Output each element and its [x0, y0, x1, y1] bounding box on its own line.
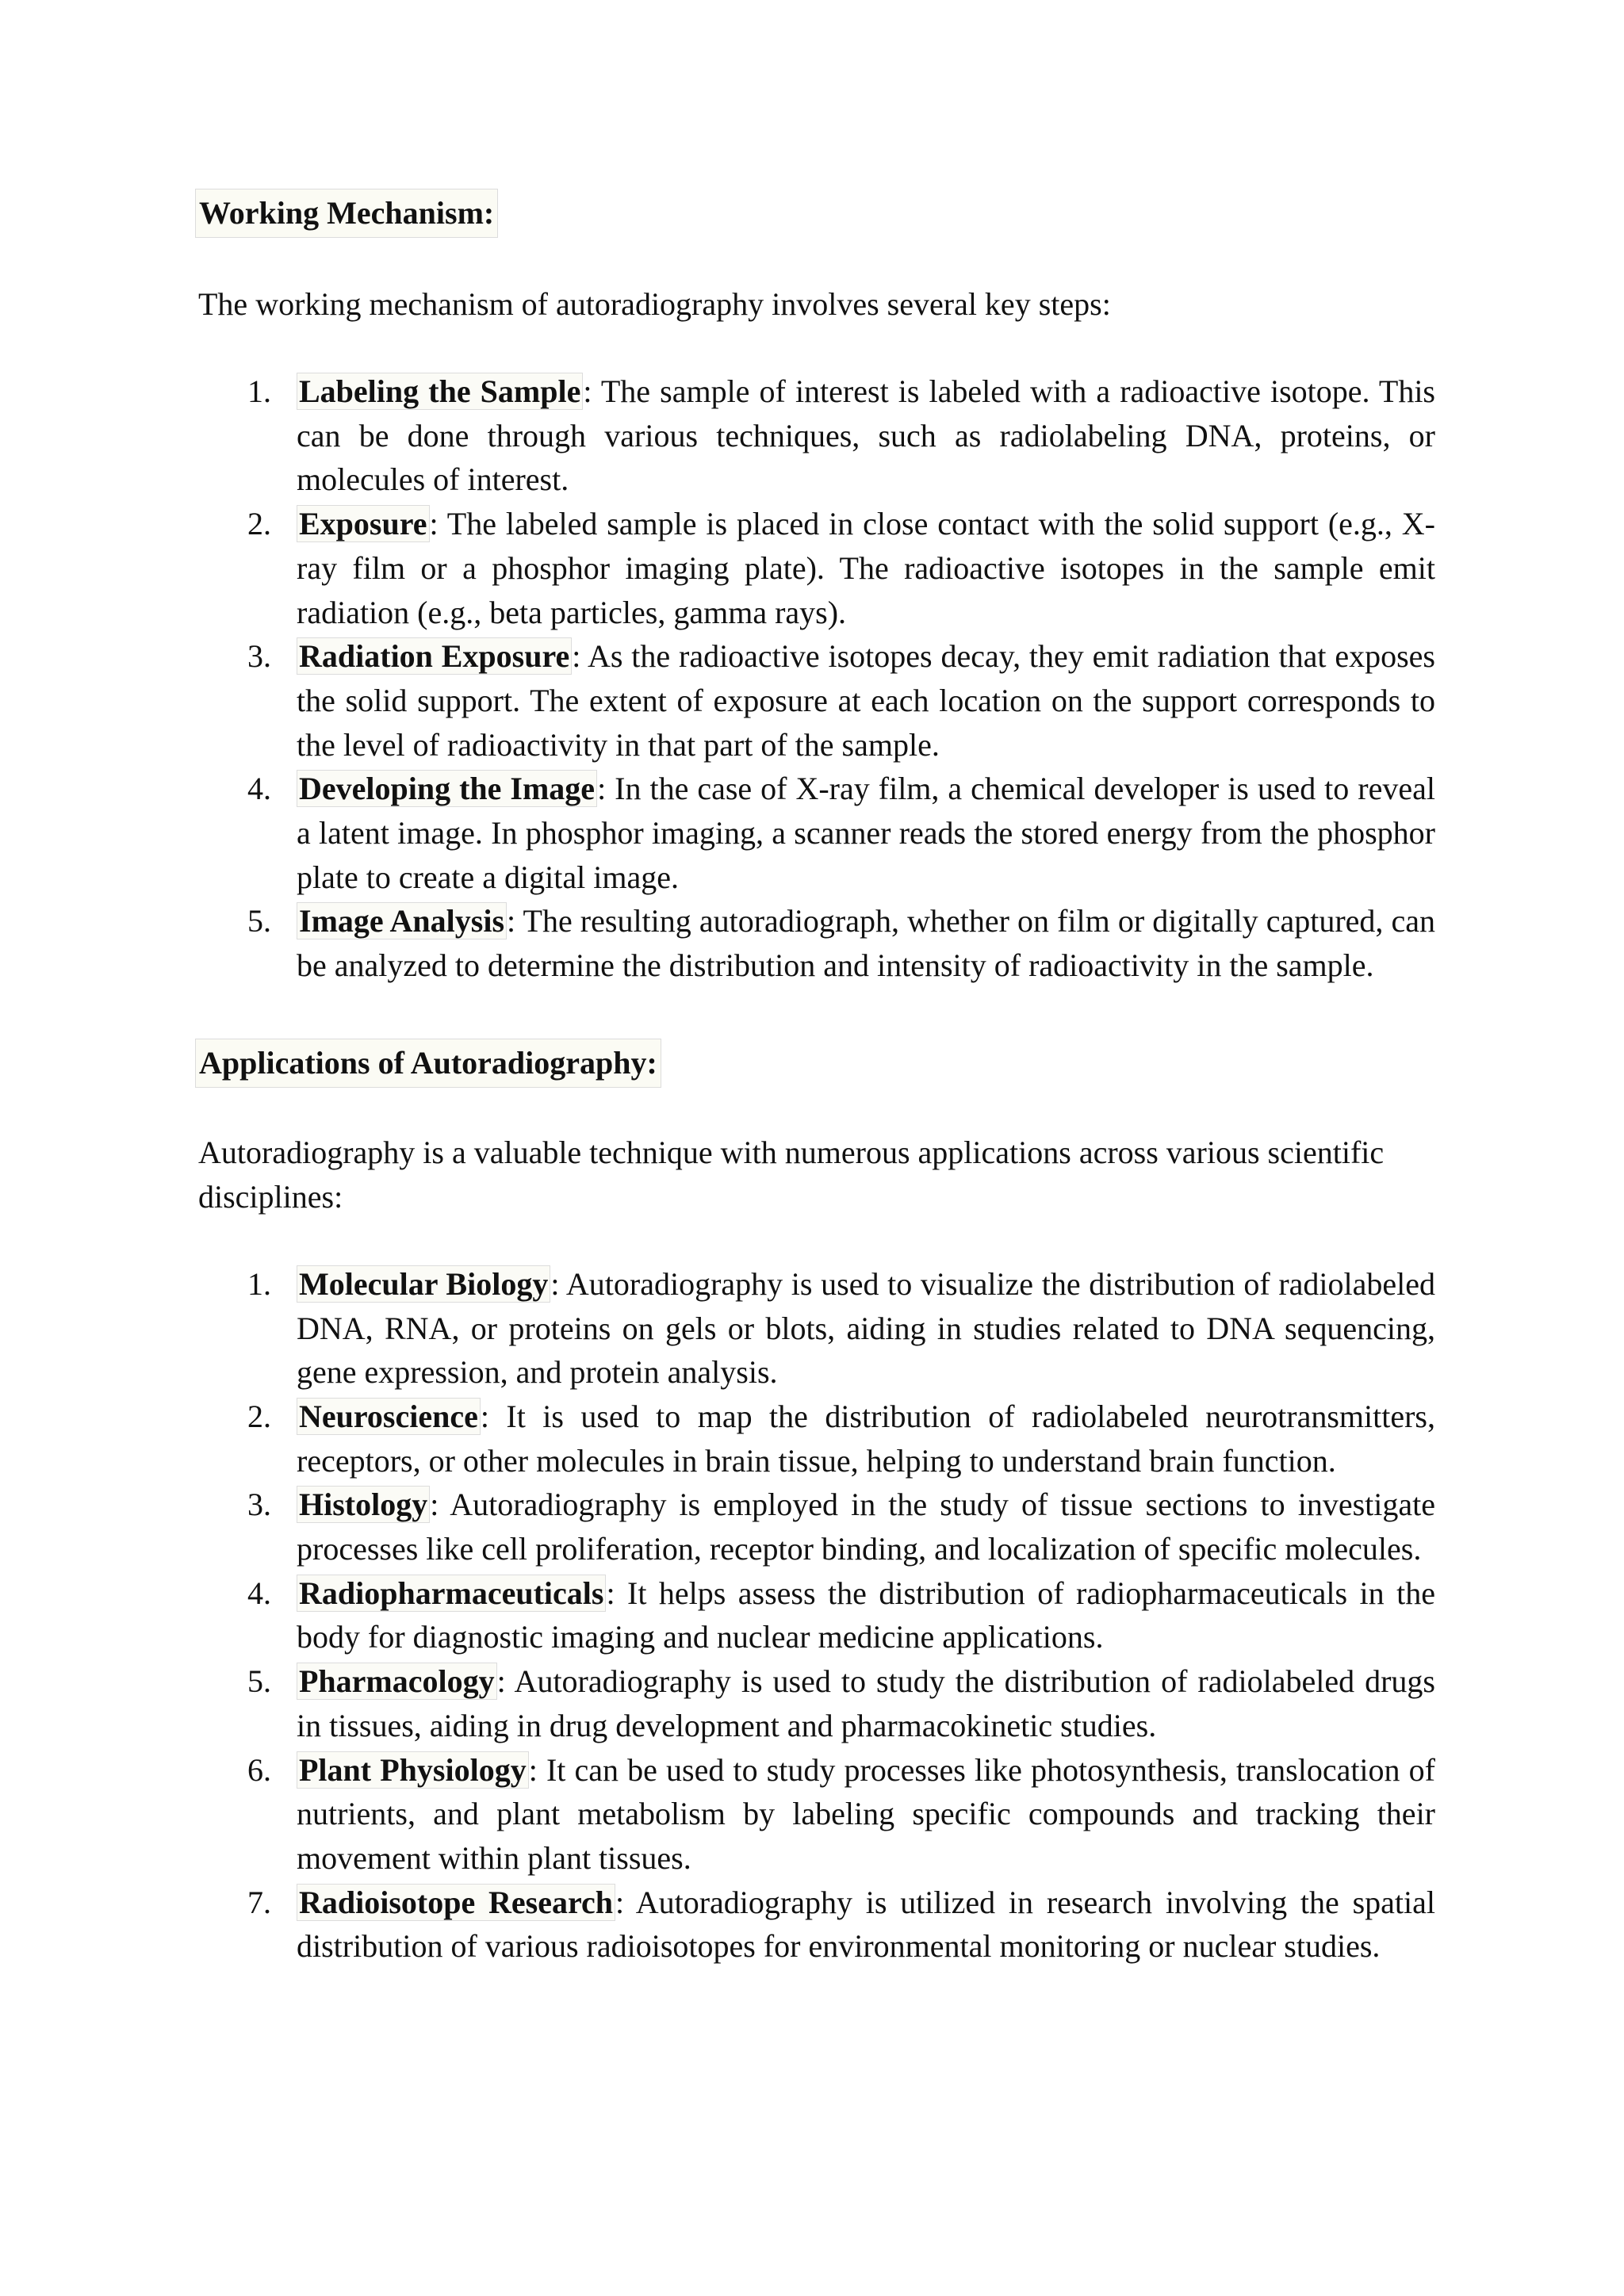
item-term: Radioisotope Research [297, 1884, 615, 1921]
item-text: : Autoradiography is used to visualize the distribution of radiolabeled DNA, RNA, or proteins on gels or blots, aiding in studies related to DNA sequencing, gene expression, and protein analysis. [297, 1265, 1435, 1391]
item-number: 7. [247, 1884, 271, 1920]
item-number: 3. [247, 1487, 271, 1523]
item-text: : It helps assess the distribution of radiopharmaceuticals in the body for diagnostic imaging and nuclear medicine applications. [297, 1575, 1435, 1655]
item-term: Neuroscience [297, 1398, 481, 1435]
item-text: : Autoradiography is used to study the distribution of radiolabeled drugs in tissues, aiding in drug development and pharmacokinetic studies. [297, 1663, 1435, 1743]
item-term: Image Analysis [297, 902, 507, 939]
item-number: 4. [247, 771, 271, 807]
list-item [198, 1395, 1435, 1483]
list-item [198, 1483, 1435, 1571]
list-item [198, 369, 1435, 502]
applications-intro: Autoradiography is a valuable technique with numerous applications across various scientific disciplines: [198, 1134, 1385, 1215]
item-term: Molecular Biology [297, 1265, 550, 1303]
item-text: : In the case of X-ray film, a chemical developer is used to reveal a latent image. In phosphor imaging, a scanner reads the stored energy from the phosphor plate to create a digital image. [297, 771, 1435, 895]
item-term: Histology [297, 1486, 430, 1523]
list-item [198, 502, 1435, 634]
list-item [198, 1659, 1435, 1747]
item-text: : Autoradiography is employed in the study of tissue sections to investigate processes like cell proliferation, receptor binding, and localization of specific molecules. [297, 1487, 1435, 1567]
item-text: : It can be used to study processes like photosynthesis, translocation of nutrients, and plant metabolism by labeling specific compounds and tracking their movement within plant tissues. [297, 1751, 1435, 1876]
item-number: 4. [247, 1575, 271, 1611]
item-term: Labeling the Sample [297, 373, 583, 410]
list-item [198, 899, 1435, 987]
item-text: : As the radioactive isotopes decay, they emit radiation that exposes the solid support. The extent of exposure at each location on the support corresponds to the level of radioactivity in that part of the sample. [297, 638, 1435, 763]
item-number: 6. [247, 1751, 271, 1788]
item-number: 1. [247, 1265, 271, 1302]
item-number: 5. [247, 903, 271, 939]
item-term: Radiopharmaceuticals [297, 1575, 606, 1612]
section-heading-working-mechanism: Working Mechanism: [195, 189, 498, 238]
item-text: : It is used to map the distribution of radiolabeled neurotransmitters, receptors, or other molecules in brain tissue, helping to understand brain function. [297, 1398, 1435, 1479]
item-number: 3. [247, 638, 271, 675]
item-text: : The labeled sample is placed in close contact with the solid support (e.g., X-ray film or a phosphor imaging plate). The radioactive isotopes in the sample emit radiation (e.g., beta particles, gamma rays). [297, 506, 1435, 630]
document-page [198, 189, 1435, 1969]
item-number: 5. [247, 1663, 271, 1700]
item-number: 2. [247, 1398, 271, 1434]
list-item [198, 1571, 1435, 1659]
item-text: : Autoradiography is utilized in research involving the spatial distribution of various radioisotopes for environmental monitoring or nuclear studies. [297, 1884, 1435, 1965]
item-number: 2. [247, 506, 271, 542]
item-term: Plant Physiology [297, 1751, 529, 1789]
item-text: : The resulting autoradiograph, whether on film or digitally captured, can be analyzed to determine the distribution and intensity of radioactivity in the sample. [297, 903, 1435, 984]
item-number: 1. [247, 373, 271, 409]
list-item [198, 634, 1435, 767]
list-item [198, 767, 1435, 899]
list-item [198, 1881, 1435, 1969]
section-heading-applications: Applications of Autoradiography: [195, 1039, 661, 1088]
item-text: : The sample of interest is labeled with a radioactive isotope. This can be done through various techniques, such as radiolabeling DNA, proteins, or molecules of interest. [297, 373, 1435, 498]
working-mechanism-intro: The working mechanism of autoradiography involves several key steps: [198, 286, 1111, 322]
list-item [198, 1748, 1435, 1881]
item-term: Radiation Exposure [297, 637, 572, 675]
item-term: Developing the Image [297, 770, 597, 807]
item-term: Exposure [297, 505, 430, 542]
item-term: Pharmacology [297, 1663, 497, 1700]
applications-list [198, 1262, 1435, 1969]
working-mechanism-steps [198, 369, 1435, 988]
list-item [198, 1262, 1435, 1395]
